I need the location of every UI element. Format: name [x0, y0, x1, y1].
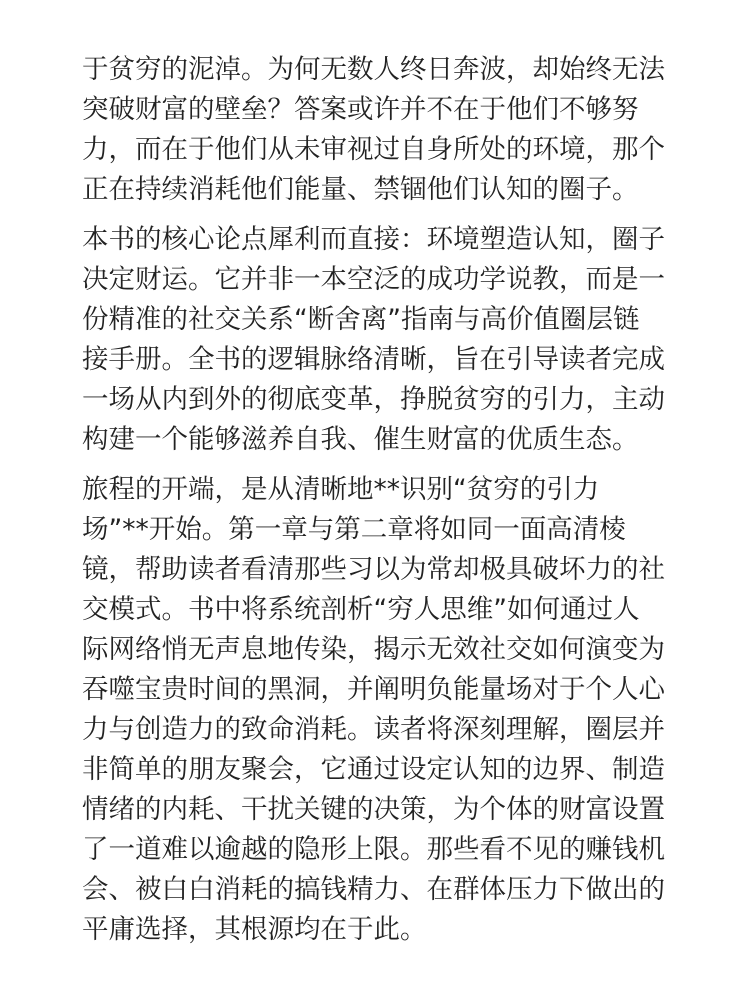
text-line: 力与创造力的致命消耗。读者将深刻理解，圈层并: [82, 714, 665, 745]
text-line: 一场从内到外的彻底变革，挣脱贫穷的引力，主动: [82, 384, 665, 415]
text-line: 正在持续消耗他们能量、禁锢他们认知的圈子。: [82, 174, 639, 205]
text-line: 场”**开始。第一章与第二章将如同一面高清棱: [82, 514, 626, 545]
text-line: 非简单的朋友聚会，它通过设定认知的边界、制造: [82, 754, 665, 785]
text-line: 份精准的社交关系“断舍离”指南与高价值圈层链: [82, 304, 640, 335]
text-line: 决定财运。它并非一本空泛的成功学说教，而是一: [82, 264, 665, 295]
text-line: 吞噬宝贵时间的黑洞，并阐明负能量场对于个人心: [82, 674, 665, 705]
text-line: 镜，帮助读者看清那些习以为常却极具破坏力的社: [82, 554, 665, 585]
text-line: 会、被白白消耗的搞钱精力、在群体压力下做出的: [82, 874, 665, 905]
text-line: 际网络悄无声息地传染，揭示无效社交如何演变为: [82, 634, 665, 665]
text-line: 接手册。全书的逻辑脉络清晰，旨在引导读者完成: [82, 344, 665, 375]
text-line: 交模式。书中将系统剖析“穷人思维”如何通过人: [82, 594, 640, 625]
text-line: 平庸选择，其根源均在于此。: [82, 914, 427, 945]
text-line: 本书的核心论点犀利而直接：环境塑造认知，圈子: [82, 224, 665, 255]
text-line: 突破财富的壁垒？答案或许并不在于他们不够努: [82, 94, 639, 125]
text-line: 于贫穷的泥淖。为何无数人终日奔波，却始终无法: [82, 54, 665, 85]
text-line: 力，而在于他们从未审视过自身所处的环境，那个: [82, 134, 665, 165]
text-line: 旅程的开端，是从清晰地**识别“贫穷的引力: [82, 474, 600, 505]
text-line: 构建一个能够滋养自我、催生财富的优质生态。: [82, 424, 639, 455]
text-line: 了一道难以逾越的隐形上限。那些看不见的赚钱机: [82, 834, 665, 865]
text-line: 情绪的内耗、干扰关键的决策，为个体的财富设置: [82, 794, 665, 825]
